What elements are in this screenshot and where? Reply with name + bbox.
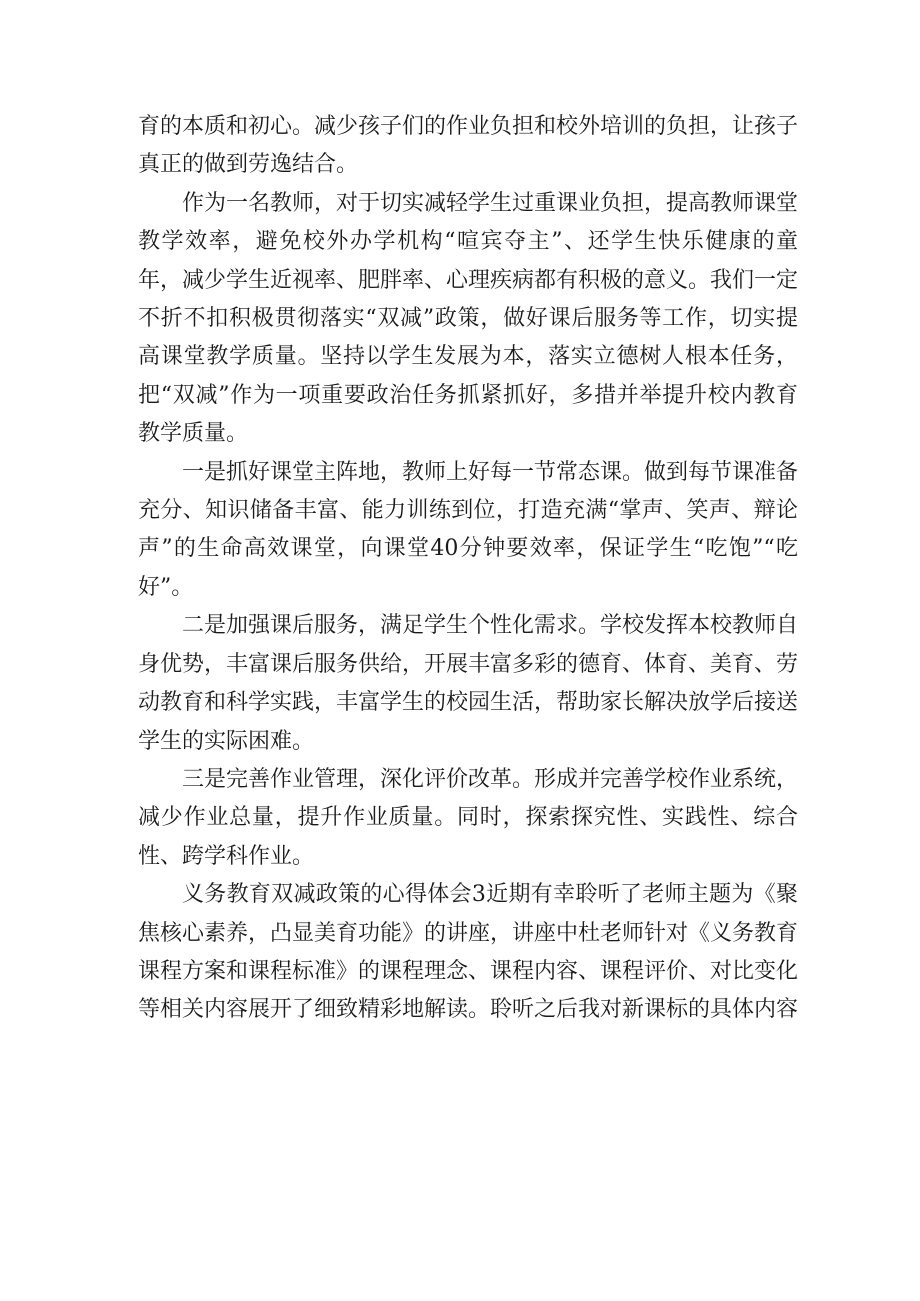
paragraph-1: 育的本质和初心。减少孩子们的作业负担和校外培训的负担，让孩子真正的做到劳逸结合。 bbox=[138, 114, 799, 178]
document-body bbox=[138, 108, 798, 1030]
paragraph-4: 二是加强课后服务，满足学生个性化需求。学校发挥本校教师自身优势，丰富课后服务供给，开展丰富多彩的德育、体育、美育、劳动教育和科学实践，丰富学生的校园生活，帮助家长解决放学后接送学生的实际困难。 bbox=[138, 613, 799, 754]
paragraph-6: 义务教育双减政策的心得体会3近期有幸聆听了老师主题为《聚焦核心素养，凸显美育功能》的讲座，讲座中杜老师针对《义务教育课程方案和课程标准》的课程理念、课程内容、课程评价、对比变化等相关内容展开了细致精彩地解读。聆听之后我对新课标的具体内容 bbox=[138, 882, 799, 1023]
paragraph-5: 三是完善作业管理，深化评价改革。形成并完善学校作业系统，减少作业总量，提升作业质量。同时，探索探究性、实践性、综合性、跨学科作业。 bbox=[138, 766, 799, 869]
paragraph-3: 一是抓好课堂主阵地，教师上好每一节常态课。做到每节课准备充分、知识储备丰富、能力训练到位，打造充满“掌声、笑声、辩论声”的生命高效课堂，向课堂40分钟要效率，保证学生“吃饱”“吃好”。 bbox=[138, 459, 799, 600]
paragraph-2: 作为一名教师，对于切实减轻学生过重课业负担，提高教师课堂教学效率，避免校外办学机构“喧宾夺主”、还学生快乐健康的童年，减少学生近视率、肥胖率、心理疾病都有积极的意义。我们一定不折不扣积极贯彻落实“双减”政策，做好课后服务等工作，切实提高课堂教学质量。坚持以学生发展为本，落实立德树人根本任务，把“双减”作为一项重要政治任务抓紧抓好，多措并举提升校内教育教学质量。 bbox=[138, 190, 799, 447]
